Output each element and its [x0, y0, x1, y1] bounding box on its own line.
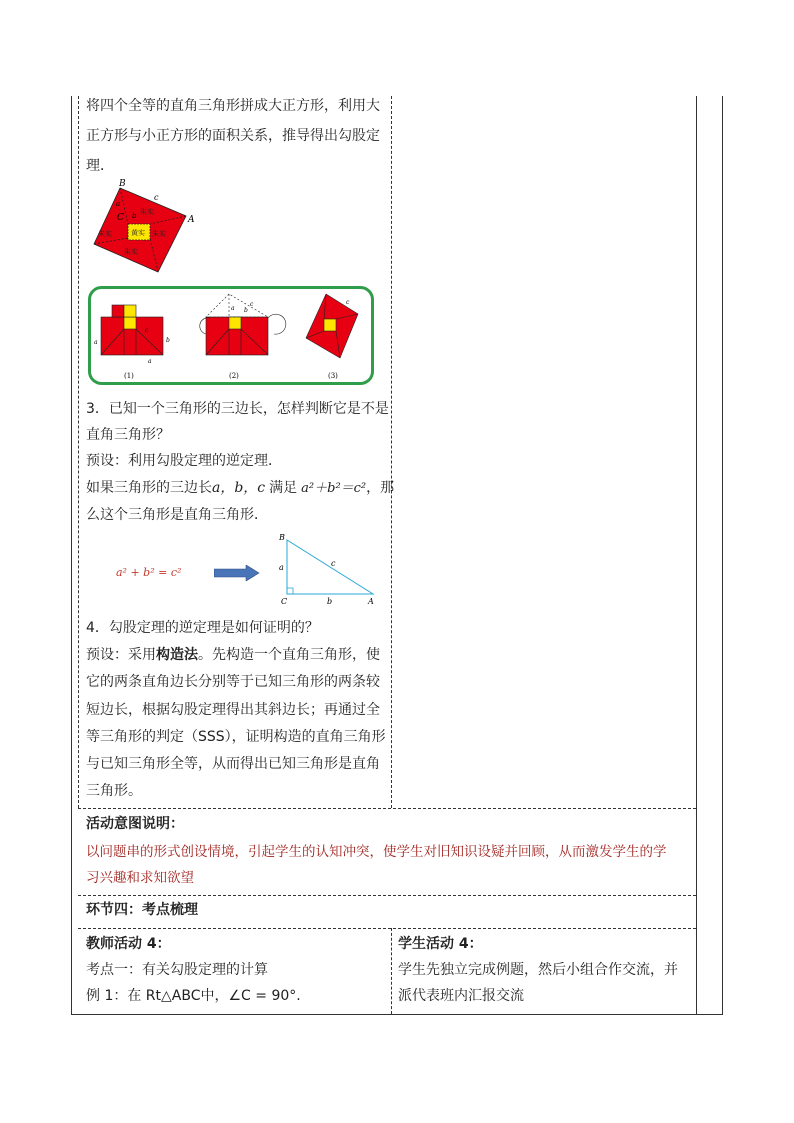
- fig2-label-b1: b: [166, 337, 170, 344]
- q3-if-vars: a，b，c: [212, 480, 266, 496]
- proof-figures-box: [88, 286, 374, 386]
- q3-preset: 预设：利用勾股定理的逆定理．: [86, 453, 282, 469]
- fig3-label-A: A: [368, 597, 374, 606]
- fig1-label-c: c: [154, 193, 159, 202]
- intro-line-3: 理．: [86, 158, 114, 174]
- student-line-1: 学生先独立完成例题，然后小组合作交流，并: [398, 962, 678, 978]
- fig2-caption-1: (1): [124, 372, 134, 380]
- intent-line-1: 以问题串的形式创设情境，引起学生的认知冲突，使学生对旧知识设疑并回顾，从而激发学生的学: [86, 844, 667, 860]
- fig2-label-a1: a: [94, 339, 98, 346]
- table-inner-right-border: [696, 96, 697, 1014]
- q4-preset-prefix: 预设：采用: [86, 647, 156, 663]
- q4-preset-bold: 构造法: [156, 647, 198, 663]
- q3-then: 么这个三角形是直角三角形．: [86, 507, 268, 523]
- fig2-label-c1: c: [145, 327, 149, 334]
- teacher-line-1: 考点一：有关勾股定理的计算: [86, 962, 268, 978]
- fig1-label-C: C: [117, 213, 124, 223]
- q3-if-formula: a²＋b²＝c²: [301, 481, 367, 496]
- col-divider-top: [78, 96, 79, 808]
- table-left-border: [71, 96, 72, 1014]
- zhao-shuang-figure: [86, 178, 196, 274]
- student-title: 学生活动 4：: [398, 936, 483, 952]
- q3-if-suffix: ，那: [366, 480, 395, 496]
- teacher-title: 教师活动 4：: [86, 936, 171, 952]
- fig2-caption-3: (3): [328, 372, 338, 380]
- fig1-label-zhu4: 朱实: [124, 248, 138, 256]
- fig1-label-A: A: [188, 215, 195, 225]
- fig1-label-a: a: [116, 200, 121, 208]
- fig1-label-huang: 黄实: [131, 229, 145, 237]
- table-right-border: [722, 96, 723, 1014]
- fig2-label-a3: a: [231, 305, 235, 312]
- q3-line-2: 直角三角形？: [86, 427, 170, 443]
- fig3-label-a: a: [279, 563, 284, 572]
- q4-line-4: 与已知三角形全等，从而得出已知三角形是直角: [86, 756, 380, 772]
- row-divider-1: [78, 808, 696, 809]
- q3-if-line: [86, 474, 394, 503]
- q3-if-mid: 满足: [269, 480, 298, 496]
- q3-if-prefix: 如果三角形的三边长: [86, 480, 212, 496]
- fig3-label-c: c: [331, 559, 336, 568]
- q4-line-3: 等三角形的判定（SSS），证明构造的直角三角形: [86, 729, 386, 745]
- fig2-label-c3: c: [346, 299, 350, 306]
- q4-line-2: 短边长，根据勾股定理得出其斜边长；再通过全: [86, 702, 380, 718]
- fig3-label-B: B: [279, 533, 285, 542]
- table-bottom-border: [71, 1014, 723, 1015]
- col-divider-mid: [391, 96, 392, 808]
- fig1-label-B: B: [119, 179, 126, 189]
- fig3-formula: a² + b² = c²: [116, 566, 182, 579]
- fig2-label-a2: a: [148, 358, 152, 365]
- fig2-label-b2: b: [244, 307, 248, 314]
- q4-line-5: 三角形。: [86, 783, 142, 799]
- section4-title: 环节四：考点梳理: [86, 902, 198, 918]
- q4-line-1: 它的两条直角边长分别等于已知三角形的两条较: [86, 674, 380, 690]
- intro-line-2: 正方形与小正方形的面积关系，推导得出勾股定: [86, 128, 380, 144]
- right-triangle-figure: [276, 532, 380, 608]
- fig3-arrow: [214, 565, 260, 581]
- fig1-label-zhu2: 朱实: [98, 230, 112, 238]
- q4-preset-rest: 。先构造一个直角三角形，使: [198, 647, 380, 663]
- fig3-label-C: C: [281, 597, 288, 606]
- intro-line-1: 将四个全等的直角三角形拼成大正方形，利用大: [86, 98, 380, 114]
- fig1-label-zhu1: 朱实: [140, 208, 154, 216]
- student-line-2: 派代表班内汇报交流: [398, 988, 524, 1004]
- fig1-label-b: b: [132, 212, 137, 220]
- fig3-label-b: b: [327, 597, 333, 606]
- col-divider-bottom: [391, 928, 392, 1014]
- q3-line-1: 3．已知一个三角形的三边长，怎样判断它是不是: [86, 401, 389, 417]
- intent-title: 活动意图说明：: [86, 816, 184, 832]
- q4-title: 4．勾股定理的逆定理是如何证明的？: [86, 620, 319, 636]
- row-divider-3: [78, 928, 696, 929]
- fig2-label-c2: c: [250, 301, 254, 308]
- fig1-label-zhu3: 朱实: [152, 230, 166, 238]
- q4-preset-line: [86, 641, 380, 669]
- fig2-caption-2: (2): [229, 372, 239, 380]
- intent-line-2: 习兴趣和求知欲望: [86, 870, 194, 886]
- teacher-line-2: 例 1：在 Rt△ABC中，∠C = 90°.: [86, 988, 301, 1004]
